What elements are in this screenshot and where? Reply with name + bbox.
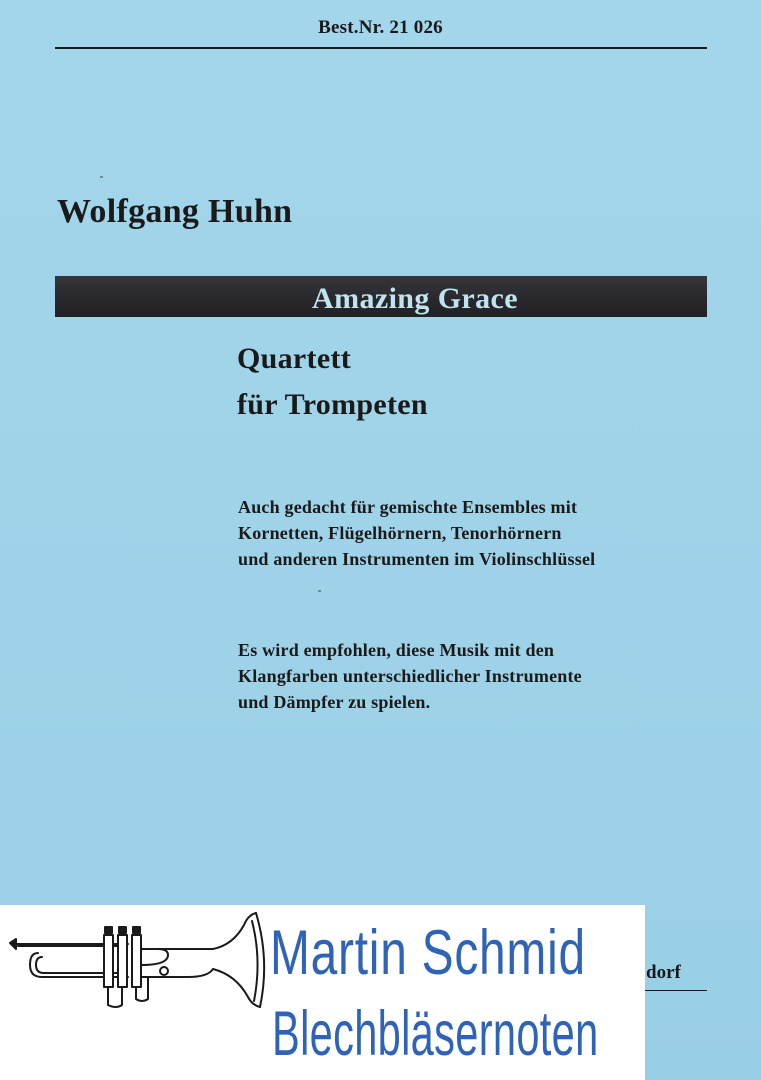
ensemble-note-line: Kornetten, Flügelhörnern, Tenorhörnern (238, 523, 562, 543)
subtitle-ensemble: Quartett (237, 342, 352, 375)
top-divider (55, 47, 707, 49)
piece-title: Amazing Grace (312, 282, 518, 315)
paper-speck (318, 590, 321, 592)
ensemble-note (238, 494, 595, 572)
title-banner (55, 276, 707, 317)
performance-note-line: und Dämpfer zu spielen. (238, 692, 431, 712)
bottom-divider (640, 990, 707, 991)
ensemble-note-line: und anderen Instrumenten im Violinschlüssel (238, 549, 596, 569)
order-number: Best.Nr. 21 026 (318, 17, 443, 38)
trumpet-icon (8, 905, 270, 1015)
performance-note (238, 637, 582, 715)
logo-name: Martin Schmid (270, 918, 586, 988)
performance-note-line: Klangfarben unterschiedlicher Instrumente (238, 666, 582, 686)
paper-speck (100, 176, 103, 178)
publisher-fragment: dorf (646, 962, 681, 983)
ensemble-note-line: Auch gedacht für gemischte Ensembles mit (238, 497, 578, 517)
logo-tagline: Blechbläsernoten (272, 999, 599, 1069)
performance-note-line: Es wird empfohlen, diese Musik mit den (238, 640, 555, 660)
composer-name: Wolfgang Huhn (57, 193, 293, 230)
publisher-logo (0, 905, 645, 1080)
subtitle-instrument: für Trompeten (237, 388, 428, 421)
